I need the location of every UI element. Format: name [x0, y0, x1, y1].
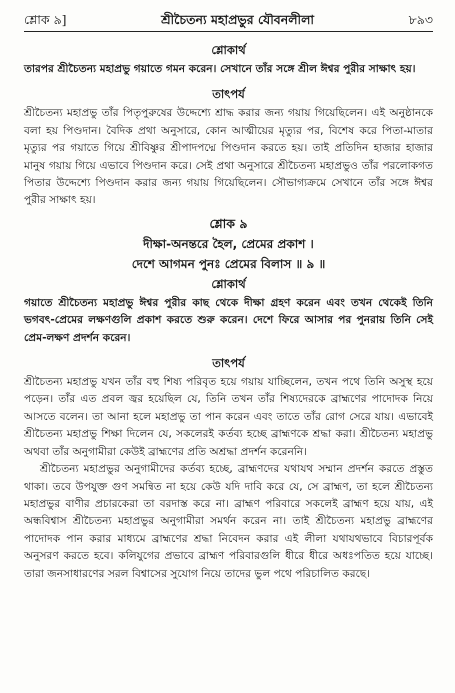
section-heading-translation-2: শ্লোকার্থ — [211, 276, 246, 291]
purport-text: শ্রীচৈতন্য মহাপ্রভু তাঁর পিতৃপুরুষের উদ্দেশ্যে শ্রাদ্ধ করার জন্য গয়ায় গিয়েছিলেন। এই অনুষ্ঠানকে বলা হয় পিণ্ডদান। বৈদিক প্রথা অনুসারে, কোন আত্মীয়ের মৃত্যুর পর, বিশেষ করে পিতা-মাতার মৃত্যুর পর গয়াতে গিয়ে শ্রীবিষ্ণুর শ্রীপাদপদ্মে পিণ্ডদান করতে হয়। তাই প্রতিদিন হাজার হাজার মানুষ গয়ায় গিয়ে এভাবে পিণ্ডদান করে। সেই প্রথা অনুসারে শ্রীচৈতন্য মহাপ্রভুও তাঁর পরলোকগত পিতার উদ্দেশ্যে পিণ্ডদান করার জন্য গয়ায় গিয়েছিলেন। সৌভাগ্যক্রমে সেখানে তাঁর সঙ্গে ঈশ্বর পুরীর সাক্ষাৎ হয়। — [24, 107, 433, 207]
verse-line-2: দেশে আগমন পুনঃ প্রেমের বিলাস ॥ ৯ ॥ — [131, 256, 326, 271]
verse-heading: শ্লোক ৯ — [209, 215, 248, 231]
section-heading-purport: তাৎপর্য — [212, 87, 245, 102]
purport-paragraph-2: শ্রীচৈতন্য মহাপ্রভুর অনুগামীদের কর্তব্য হচ্ছে, ব্রাহ্মণদের যথাযথ সম্মান প্রদর্শন করতে প্রস্তুত থাকা। তবে উপযুক্ত গুণ সমন্বিত না হয়ে কেউ যদি দাবি করে যে, সে ব্রাহ্মণ, তা হলে শ্রীচৈতন্য মহাপ্রভুর বাণীর প্রচারকেরা তা বরদাস্ত করে না। ব্রাহ্মণ পরিবারে সকলেই ব্রাহ্মণ হয়ে যায়, এই অন্ধবিশ্বাস শ্রীচৈতন্য মহাপ্রভুর অনুগামীরা সমর্থন করেন না। তাই শ্রীচৈতন্য মহাপ্রভু ব্রাহ্মণের পাদোদক পান করার মাধ্যমে ব্রাহ্মণের শ্রদ্ধা নিবেদন করার এই লীলা যথাযথভাবে বিচারপূর্বক অনুসরণ করতে হবে। কলিযুগের প্রভাবে ব্রাহ্মণ পরিবারগুলি ধীরে ধীরে অধঃপতিত হয়ে যাচ্ছে। তারা জনসাধারণের সরল বিশ্বাসের সুযোগ নিয়ে তাদের ভুল পথে পরিচালিত করছে। — [24, 463, 433, 580]
section-heading-translation: শ্লোকার্থ — [211, 43, 246, 57]
header-verse-ref: শ্লোক ৯] — [24, 12, 67, 27]
page-number: ৮৯৩ — [408, 12, 433, 27]
translation-text: তারপর শ্রীচৈতন্য মহাপ্রভু গয়াতে গমন করেন। সেখানে তাঁর সঙ্গে শ্রীল ঈশ্বর পুরীর সাক্ষাৎ হয়। — [24, 63, 416, 75]
verse-line-1: দীক্ষা-অনন্তরে হৈল, প্রেমের প্রকাশ । — [143, 236, 314, 251]
header-rule — [24, 31, 433, 32]
section-heading-purport-2: তাৎপর্য — [212, 356, 245, 371]
header-title: শ্রীচৈতন্য মহাপ্রভুর যৌবনলীলা — [161, 12, 315, 27]
page-header — [24, 12, 433, 28]
translation-text-2: গয়াতে শ্রীচৈতন্য মহাপ্রভু ঈশ্বর পুরীর কাছ থেকে দীক্ষা গ্রহণ করেন এবং তখন থেকেই তিনি ভগবৎ-প্রেমের লক্ষণগুলি প্রকাশ করতে শুরু করেন। দেশে ফিরে আসার পর পুনরায় তিনি সেই প্রেম-লক্ষণ প্রদর্শন করেন। — [24, 296, 433, 344]
purport-paragraph-1: শ্রীচৈতন্য মহাপ্রভু যখন তাঁর বহু শিষ্য পরিবৃত হয়ে গয়ায় যাচ্ছিলেন, তখন পথে তিনি অসুস্থ হয়ে পড়েন। তাঁর এত প্রবল জ্বর হয়েছিল যে, তিনি তখন তাঁর শিষ্যদেরকে ব্রাহ্মণের পাদোদক নিয়ে আসতে বলেন। তা আনা হলে মহাপ্রভু তা পান করেন এবং তাতে তাঁর রোগ সেরে যায়। এভাবেই শ্রীচৈতন্য মহাপ্রভু শিক্ষা দিলেন যে, সকলেরই কর্তব্য হচ্ছে ব্রাহ্মণকে শ্রদ্ধা করা। শ্রীচৈতন্য মহাপ্রভু অথবা তাঁর অনুগামীরা কেউই ব্রাহ্মণের প্রতি অশ্রদ্ধা প্রদর্শন করেননি। — [24, 376, 433, 458]
